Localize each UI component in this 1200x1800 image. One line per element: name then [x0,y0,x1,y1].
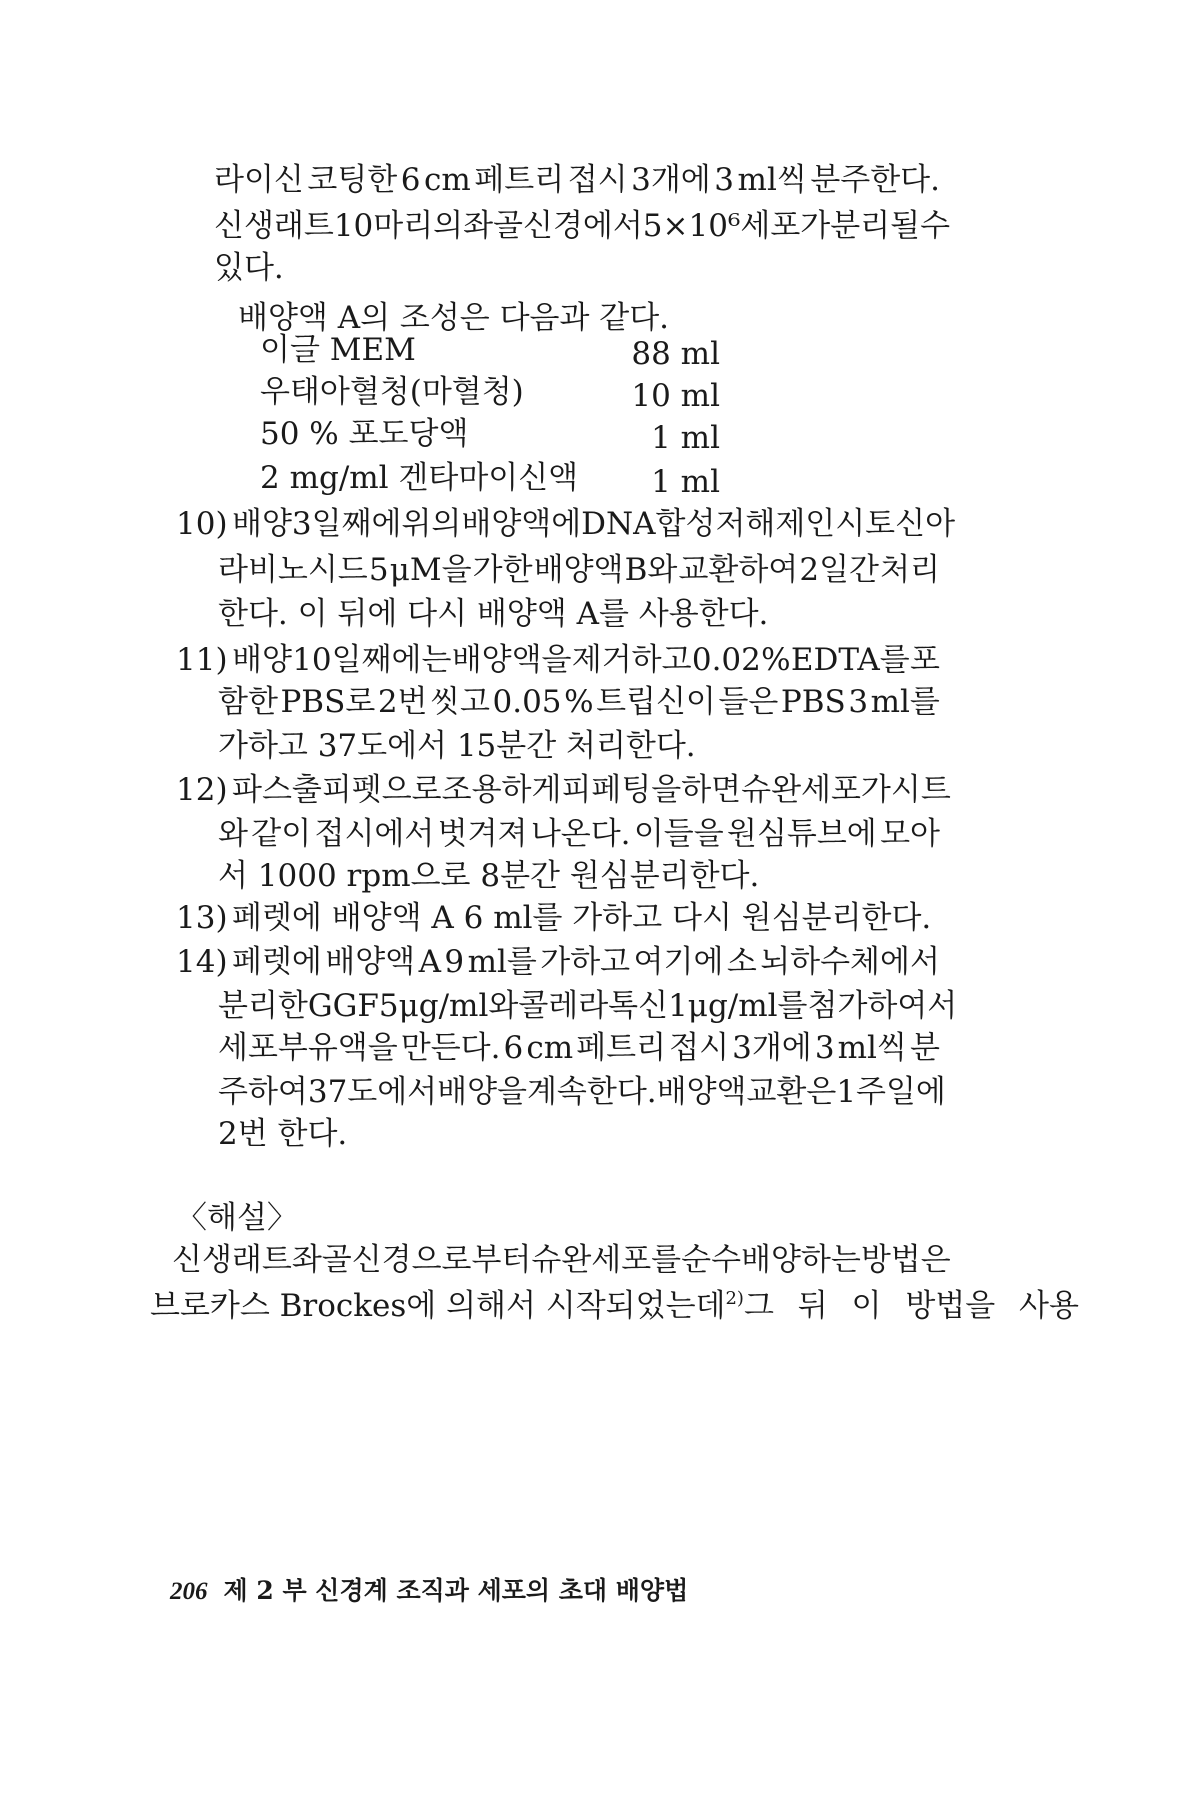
word: 접시 [669,1030,730,1066]
medium-heading: 배양액 A의 조성은 다음과 같다. [238,300,670,336]
step-line [232,504,956,544]
word: 3 [814,1030,835,1066]
word: 와 [218,816,248,852]
word: 0.05 [492,684,562,720]
word: 나온다. [530,816,631,852]
word: 신생 [214,208,274,244]
word: 배양액에 [461,506,582,542]
word: 주하여 [218,1074,308,1110]
word: 배양액을 [451,642,572,678]
word: 래트 [273,208,334,244]
word: 좌골신경으로부터 [291,1242,532,1278]
page-number: 206 [170,1578,208,1605]
word: 신생 [172,1242,232,1278]
word: 2일간 [799,552,879,588]
word: 씻고 [430,684,490,720]
word: 3개에 [732,1030,812,1066]
step-number: 10) [176,506,228,542]
word: 분주한다. [810,162,940,198]
word: 배양을 [437,1074,527,1110]
word: 배양 [232,506,292,542]
word: PBS [780,684,846,720]
step-line: 페렛에 배양액 A 6 ml를 가하고 다시 원심분리한다. [232,900,932,936]
word: 0.02 [691,642,761,678]
word: 방법은 [860,1242,951,1278]
word: 세포가 [740,208,831,244]
word: 하면 [681,772,742,808]
step-line: 서 1000 rpm으로 8분간 원심분리한다. [218,858,760,894]
medium-row-name: 50 % 포도당액 [260,416,469,452]
word: 슈완세포를 [531,1242,682,1278]
word: A [418,944,441,980]
word: 포 [910,642,940,678]
word: 첨가하여서 [807,988,958,1024]
word: 페트리 [576,1030,667,1066]
word: 9 [444,944,465,980]
step-line [232,942,940,982]
commentary-line-2 [150,1286,1079,1326]
word: 37도에서 [307,1074,438,1110]
word: 트립신이 [596,684,716,720]
word: 피페팅을 [561,772,682,808]
word: 분 [909,1030,940,1066]
word: 라비노시드 [218,552,368,588]
word: 접시 [567,162,628,198]
word: μg/ml를 [687,988,808,1024]
step-number: 14) [176,944,228,980]
word: EDTA를 [790,642,910,678]
word: 합성저해제인 [655,506,836,542]
word: 6 [400,162,421,198]
intro-line-3: 있다. [214,250,284,286]
word: 시트 [890,772,951,808]
word: 래트 [231,1242,292,1278]
word: 배양 [232,642,292,678]
word: 수 [920,208,951,244]
medium-row-name: 2 mg/ml 겐타마이신액 [260,460,579,496]
word: 페렛에 [232,944,322,980]
word: 슈완세포가 [741,772,891,808]
word: 순수배양하는 [681,1242,861,1278]
citation-superscript: 2) [725,1288,744,1309]
word: DNA [581,506,656,542]
running-title: 제 2 부 신경계 조직과 세포의 초대 배양법 [223,1576,689,1605]
word: 위의 [401,506,462,542]
word: 처리 [880,552,940,588]
word: ml를 [870,684,940,720]
step-line [218,1072,946,1112]
step-line: 한다. 이 뒤에 다시 배양액 A를 사용한다. [218,596,769,632]
word: 콜레라톡신 [518,988,669,1024]
word: 5 [368,552,389,588]
word: 배양액 [656,1074,747,1110]
step-line [218,682,940,722]
word: 좌골신경에서 [463,208,643,244]
step-line [218,550,940,590]
word: 가하고 [540,944,631,980]
word: 함한 [218,684,278,720]
word: 접시에서 [314,816,435,852]
word: 원심튜브에 [727,816,877,852]
word: ml를 [467,944,537,980]
commentary-text-before: 브로카스 Brockes에 의해서 시작되었는데 [150,1288,726,1324]
word: 소 [726,944,757,980]
commentary-text-after: 그 뒤 이 방법을 사용 [743,1288,1079,1324]
word: 여기에 [633,944,724,980]
word: 2번 [377,684,428,720]
word: 조용하게 [441,772,562,808]
commentary-line-1 [172,1240,951,1280]
word: 분리한 [218,988,308,1024]
medium-row-name: 이글 MEM [260,332,416,368]
word: 제거하고 [571,642,692,678]
word: 계속한다. [526,1074,657,1110]
step-number: 12) [176,772,228,808]
word: 10마리의 [333,208,464,244]
word: 3 [714,162,735,198]
word: cm [424,162,471,198]
step-line [232,770,951,810]
word: B와 [624,552,678,588]
word: 벗겨져 [437,816,528,852]
word: 3개에 [631,162,711,198]
word: 들은 [718,684,779,720]
word: 라이신 [214,162,304,198]
word: 10일째에는 [292,642,452,678]
word: 1주일에 [836,1074,946,1110]
intro-line-1 [214,160,940,200]
word: 교환은 [746,1074,837,1110]
word: 1 [668,988,688,1024]
step-number: 13) [176,900,228,936]
word: μM을 [389,552,472,588]
word: 코팅한 [307,162,398,198]
word: % [761,642,791,678]
word: 세포부유액을 [218,1030,398,1066]
word: 시토신아 [835,506,956,542]
step-number: 11) [176,642,228,678]
word: cm [526,1030,574,1066]
word: 5 [378,988,399,1024]
word: PBS로 [280,684,376,720]
word: μg/ml와 [398,988,519,1024]
medium-row-name: 우태아혈청(마혈청) [260,374,524,410]
word: 뇌하수체에서 [760,944,940,980]
step-line [232,640,940,680]
medium-row-amount: 1 ml [651,464,720,500]
step-line [218,986,958,1026]
step-line [218,814,940,854]
word: ml씩 [737,162,807,198]
word: GGF [307,988,379,1024]
commentary-heading: 〈해설〉 [176,1200,298,1236]
running-footer [170,1574,688,1609]
word: 분리될 [830,208,921,244]
word: 피펫으로 [321,772,442,808]
word: 6 [503,1030,524,1066]
commentary-line-2-text [150,1286,744,1326]
word: 같이 [251,816,312,852]
word: 3일째에 [291,506,402,542]
medium-row-amount: 10 ml [631,378,720,414]
word: 가한 [472,552,533,588]
step-line [218,1028,940,1068]
word: 모아 [880,816,940,852]
step-line: 2번 한다. [218,1116,348,1152]
word: 5×10⁶ [642,208,741,244]
word: 이들을 [633,816,724,852]
intro-line-2 [214,206,951,246]
medium-row-amount: 88 ml [631,336,720,372]
word: 파스출 [232,772,322,808]
word: 3 [848,684,869,720]
word: 배양액 [325,944,416,980]
word: 페트리 [474,162,565,198]
word: 교환하여 [678,552,799,588]
word: ml씩 [837,1030,907,1066]
medium-row-amount: 1 ml [651,420,720,456]
step-line: 가하고 37도에서 15분간 처리한다. [218,728,696,764]
word: 만든다. [400,1030,501,1066]
word: 배양액 [533,552,624,588]
word: % [564,684,594,720]
